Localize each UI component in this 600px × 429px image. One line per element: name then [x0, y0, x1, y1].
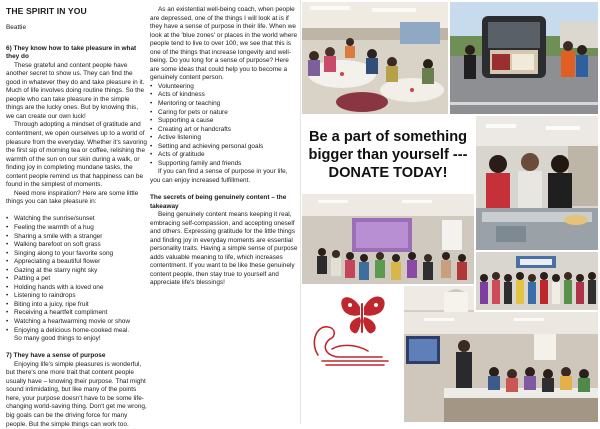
list-item: • Volunteering: [150, 83, 298, 92]
list-item: • Supporting family and friends: [150, 160, 298, 169]
list-item: • Mentoring or teaching: [150, 100, 298, 109]
outdoor-van-photo: [450, 2, 598, 114]
donate-line-1: Be a part of something: [308, 129, 468, 145]
list-item: • Gazing at the starry night sky: [6, 267, 148, 276]
section6-heading: 6) They know how to take pleasure in what they do: [6, 44, 137, 61]
list-item: • Acts of gratitude: [150, 151, 298, 160]
list-item: • Watching a heartwarming movie or show: [6, 318, 148, 327]
photo-icon: [476, 252, 598, 310]
photo-icon: [476, 116, 598, 250]
page-fold-divider: [300, 0, 301, 424]
list-item: • Listening to raindrops: [6, 292, 148, 301]
takeaway-paragraph: Being genuinely content means keeping it real, embracing self-compassion, and accepting oneself and others. Expressing gratitude for the little things and finding joy in everyday moments are essential personality traits. Having a simple sense of purpose adds valuable meaning to life, which increases contentment. If you want to be like these genuinely content people, then stay true to yourself and appreciate life's blessings!: [150, 211, 298, 287]
donate-line-2: bigger than yourself ---: [308, 147, 468, 163]
dining-hall-photo: [302, 2, 448, 114]
list-item: • Supporting a cause: [150, 117, 298, 126]
section6-closing: So many good things to enjoy!: [14, 335, 101, 343]
purpose-list: [150, 83, 298, 168]
author-name: Beattie: [6, 24, 27, 31]
donate-line-3: DONATE TODAY!: [328, 165, 448, 181]
list-item: • Enjoying a delicious home-cooked meal.: [6, 327, 148, 336]
list-item: • Active listening: [150, 134, 298, 143]
photo-icon: [404, 312, 598, 422]
list-item: • Watching the sunrise/sunset: [6, 215, 148, 224]
section6-paragraph-3: Need more inspiration? Here are some little things you can take pleasure in:: [6, 189, 139, 206]
section6-paragraph-2: Through adopting a mindset of gratitude and contentment, we open ourselves up to a world of pleasure from the everyday. Whether it's savoring the first sip of morning tea or coffee, relishing the warmth of the sun on our skin during a walk, or finding joy in completing mundane tasks, the content people remind us that happiness can be found in the simplest of moments.: [6, 121, 148, 189]
section7-paragraph-1: Enjoying life's simple pleasures is wonderful, but there's one more trait that content people usually have – knowing their purpose. That might sound intimidating, but like many of the points here, your purpose doesn't have to be some life-changing world-saving thing. Don't get me wrong, big goals can be the driving force for many people. But the simple things can work too.: [6, 360, 147, 428]
middle-text-column: [150, 6, 298, 288]
photo-icon: [450, 2, 598, 114]
list-item: • Singing along to your favorite song: [6, 250, 148, 259]
photo-icon: [302, 2, 448, 114]
list-item: • Appreciating a beautiful flower: [6, 258, 148, 267]
left-text-column: [6, 6, 148, 429]
list-item: • Patting a pet: [6, 275, 148, 284]
butterfly-swan-logo: [302, 285, 402, 371]
list-item: • Holding hands with a loved one: [6, 284, 148, 293]
pleasures-list: [6, 215, 148, 335]
list-item: • Sharing a smile with a stranger: [6, 233, 148, 242]
group-portrait-photo: [476, 252, 598, 310]
photo-icon: [302, 194, 474, 284]
list-item: • Acts of kindness: [150, 91, 298, 100]
list-item: • Feeling the warmth of a hug: [6, 224, 148, 233]
list-item: • Walking barefoot on soft grass: [6, 241, 148, 250]
butterfly-icon: [302, 285, 402, 371]
section7-paragraph-3: If you can find a sense of purpose in your life, you can enjoy increased fulfillment.: [150, 168, 288, 184]
list-item: • Biting into a juicy, ripe fruit: [6, 301, 148, 310]
list-item: • Caring for pets or nature: [150, 109, 298, 118]
donate-callout: [302, 118, 474, 192]
meeting-room-photo: [404, 312, 598, 422]
article-title: THE SPIRIT IN YOU: [6, 6, 87, 16]
presentation-room-photo: [302, 194, 474, 284]
section7-paragraph-2: As an existential well-being coach, when people are depressed, one of the things I will look at is if they have a sense of purpose in their life. When we look at the 'blue zones' or places in the world where people tend to live to over 100, we see that this is one of the things that increase longevity and well-being. Do you long for a sense of purpose? Here are some ideas that could help you to become a genuinely content person.: [150, 6, 298, 82]
takeaway-heading: The secrets of being genuinely content – the takeaway: [150, 193, 287, 210]
list-item: • Receiving a heartfelt compliment: [6, 309, 148, 318]
list-item: • Setting and achieving personal goals: [150, 143, 298, 152]
kitchen-volunteers-photo: [476, 116, 598, 250]
section6-paragraph-1: These grateful and content people have another secret to show us. They can find the good in whatever they do and take pleasure in it. Much of life involves doing routine things. So the people who can take pleasure in the simple things are the lucky ones. But by knowing this, we can create our own luck!: [6, 61, 145, 120]
section7-heading: 7) They have a sense of purpose: [6, 352, 106, 360]
list-item: • Creating art or handcrafts: [150, 126, 298, 135]
